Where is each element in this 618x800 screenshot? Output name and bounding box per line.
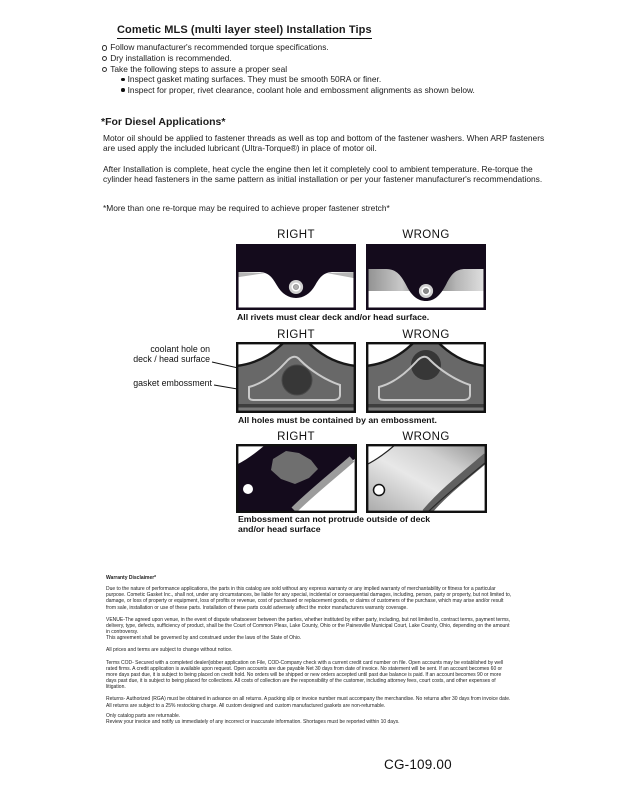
hollow-bullet-icon <box>102 45 107 50</box>
coolant-hole-label-line2: deck / head surface <box>133 353 210 364</box>
diesel-paragraph-1: Motor oil should be applied to fastener threads as well as top and bottom of the fastener washers. When ARP fasteners are used apply the included lubricant (Ultra-Torque®) in place of motor oil. <box>103 133 545 154</box>
diesel-applications-heading: *For Diesel Applications* <box>101 116 226 128</box>
retorque-note: *More than one re-torque may be required to achieve proper fastener stretch* <box>103 203 390 213</box>
legal-paragraph: This agreement shall be governed by and construed under the laws of the State of Ohio. <box>106 635 302 642</box>
legal-paragraph: Terms COD- Secured with a completed dealer/jobber application on File, COD-Company check with a current credit card number on file. Open accounts may be established by well rated firms. A credit application is available upon request. Open accounts are due payable Net 30 days from date of invoice. No statement will be sent. If an account becomes 60 or more days past due, it is subject to being placed on credit hold. No orders will be shipped or new orders accepted until past due balance is paid. If an account becomes 90 or more days past due, it is subject to being placed for collections. All costs of collection are the responsibility of the customer, including attorney fees, court costs, and other expenses of litigation. <box>106 659 504 691</box>
tip-text: Inspect for proper, rivet clearance, coolant hole and embossment alignments as shown below. <box>127 85 475 96</box>
list-item <box>102 53 552 64</box>
row2-caption: All holes must be contained by an embossment. <box>238 415 437 425</box>
legal-paragraph: Returns- Authorized (RGA) must be obtained in advance on all returns. A packing slip or invoice number must accompany the merchandise. No returns after 30 days from invoice date. All returns are subject to a 25% restocking charge. All custom designed and custom manufactured gaskets are non-returnable. <box>106 696 511 709</box>
row3-wrong-diagram <box>366 444 487 513</box>
row1-right-label: RIGHT <box>277 229 315 241</box>
row1-caption: All rivets must clear deck and/or head surface. <box>237 312 430 322</box>
filled-bullet-icon <box>121 78 125 82</box>
tip-text: Dry installation is recommended. <box>110 52 232 63</box>
row2-right-label: RIGHT <box>277 329 315 341</box>
tip-text: Inspect gasket mating surfaces. They must be smooth 50RA or finer. <box>127 74 382 85</box>
row1-wrong-label: WRONG <box>402 229 450 241</box>
legal-line: Review your invoice and notify us immediately of any incorrect or inaccurate information. Shortages must be reported within 10 days. <box>106 718 400 725</box>
legal-line: Only catalog parts are returnable. <box>106 712 181 719</box>
list-item <box>121 74 552 85</box>
hollow-bullet-icon <box>102 56 107 61</box>
page-title: Cometic MLS (multi layer steel) Installation Tips <box>117 24 372 39</box>
gasket-embossment-label: gasket embossment <box>133 378 212 388</box>
warranty-disclaimer-heading: Warranty Disclaimer* <box>106 575 157 581</box>
legal-paragraph: VENUE-The agreed upon venue, in the event of dispute whatsoever between the parties, whether instituted by either party, including, but not limited to, contract terms, payment terms, delivery, type, defects, sufficiency of product, shall be the Court of Common Pleas, Lake County, Ohio or the Painesville Municipal Court, Lake County, Ohio, depending on the amount in controversy. <box>106 616 511 636</box>
tip-text: Take the following steps to assure a proper seal <box>110 63 288 74</box>
installation-tips-list <box>102 42 552 96</box>
row3-right-diagram <box>236 444 357 513</box>
coolant-hole-label-line1: coolant hole on <box>150 344 210 354</box>
row2-wrong-label: WRONG <box>402 329 450 341</box>
legal-paragraph: Due to the nature of performance applications, the parts in this catalog are sold without any express warranty or any implied warranty of merchantability or fitness for a particular purpose. Cometic Gasket Inc., shall not, under any circumstances, be liable for any special, incidental or consequential damages, including, person, party or property, but not limited to, damage, or loss of property or equipment, loss of profits or revenue, cost of purchased or replacement goods, or claims of customers of the purchase, which may arise and/or result from sale, installation or use of these parts. Installation of these parts could adversely affect the motor manufacturers warranty coverage. <box>106 586 512 611</box>
row3-wrong-label: WRONG <box>402 431 450 443</box>
row1-wrong-diagram <box>366 244 486 310</box>
legal-paragraph: All prices and terms are subject to change without notice. <box>106 647 233 654</box>
coolant-hole-label <box>100 345 210 364</box>
warranty-disclaimer-block <box>106 575 513 725</box>
list-item <box>102 64 552 75</box>
tip-text: Follow manufacturer's recommended torque specifications. <box>110 42 329 52</box>
row2-right-diagram <box>236 342 356 413</box>
row3-caption-line1: Embossment can not protrude outside of deck <box>238 514 431 524</box>
row3-caption-line2: and/or head surface <box>238 523 321 534</box>
row2-wrong-diagram <box>366 342 486 413</box>
list-item <box>121 85 552 96</box>
diesel-paragraph-2: After Installation is complete, heat cycle the engine then let it completely cool to ambient temperature. Re-torque the cylinder head fasteners in the same pattern as initial installation or per your fastener manufacturer's recommendations. <box>103 164 543 185</box>
hollow-bullet-icon <box>102 67 107 72</box>
row3-right-label: RIGHT <box>277 431 315 443</box>
row1-right-diagram <box>236 244 356 310</box>
row3-caption <box>238 515 430 534</box>
page-code: CG-109.00 <box>384 757 452 772</box>
list-item <box>102 42 552 53</box>
filled-bullet-icon <box>121 88 125 92</box>
